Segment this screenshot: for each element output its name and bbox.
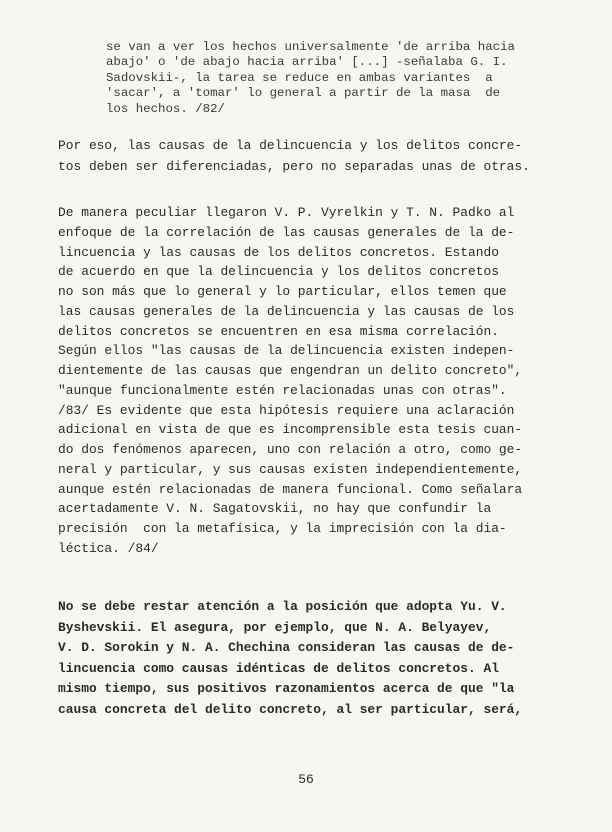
paragraph-line: dientemente de las causas que engendran un delito concreto", [58,363,523,378]
paragraph-line: V. D. Sorokin y N. A. Chechina consideran las causas de de- [58,640,515,656]
paragraph-line: mismo tiempo, sus positivos razonamientos acerca de que "la [58,681,515,697]
quote-line: 'sacar', a 'tomar' lo general a partir de la masa de [106,86,501,101]
paragraph-line: tos deben ser diferenciadas, pero no separadas unas de otras. [58,158,530,174]
paragraph-line: neral y particular, y sus causas existen independientemente, [58,461,523,477]
quote-line: los hechos. /82/ [106,101,225,116]
paragraph-3 [58,597,522,721]
paragraph-line: adicional en vista de que es incomprensible esta tesis cuan- [58,422,523,438]
paragraph-1 [58,136,530,177]
paragraph-line: lincuencia como causas idénticas de delitos concretos. Al [58,660,499,676]
paragraph-line: do dos fenómenos aparecen, uno con relación a otro, como ge- [58,442,523,457]
quote-line: Sadovskii-, la tarea se reduce en ambas variantes a [106,70,493,85]
paragraph-line: léctica. /84/ [58,540,159,556]
paragraph-line: de acuerdo en que la delincuencia y los delitos concretos [58,264,499,280]
paragraph-line: acertadamente V. N. Sagatovskii, no hay que confundir la [58,501,492,517]
block-quote [106,40,515,117]
paragraph-line: no son más que lo general y lo particular, ellos temen que [58,284,507,299]
paragraph-line: Byshevskii. El asegura, por ejemplo, que N. A. Belyayev, [58,619,492,635]
paragraph-line: No se debe restar atención a la posición que adopta Yu. V. [58,599,507,614]
paragraph-line: aunque estén relacionadas de manera funcional. Como señalara [58,481,523,497]
paragraph-line: lincuencia y las causas de los delitos concretos. Estando [58,244,499,260]
paragraph-line: De manera peculiar llegaron V. P. Vyrelkin y T. N. Padko al [58,205,515,220]
paragraph-line: enfoque de la correlación de las causas generales de la de- [58,224,515,240]
paragraph-line: delitos concretos se encuentren en esa misma correlación. [58,323,499,339]
paragraph-line: causa concreta del delito concreto, al ser particular, será, [58,701,523,717]
quote-line: abajo' o 'de abajo hacia arriba' [...] -señalaba G. I. [106,55,508,70]
paragraph-line: /83/ Es evidente que esta hipótesis requiere una aclaración [58,402,515,418]
paragraph-line: "aunque funcionalmente estén relacionadas unas con otras". [58,382,507,398]
paragraph-line: Según ellos "las causas de la delincuencia existen indepen- [58,343,515,359]
paragraph-line: Por eso, las causas de la delincuencia y los delitos concre- [58,138,523,153]
paragraph-2 [58,203,522,559]
paragraph-line: las causas generales de la delincuencia y las causas de los [58,303,515,319]
paragraph-line: precisión con la metafísica, y la imprecisión con la dia- [58,521,507,536]
quote-line: se van a ver los hechos universalmente 'de arriba hacia [106,40,515,54]
page-number: 56 [298,772,314,787]
